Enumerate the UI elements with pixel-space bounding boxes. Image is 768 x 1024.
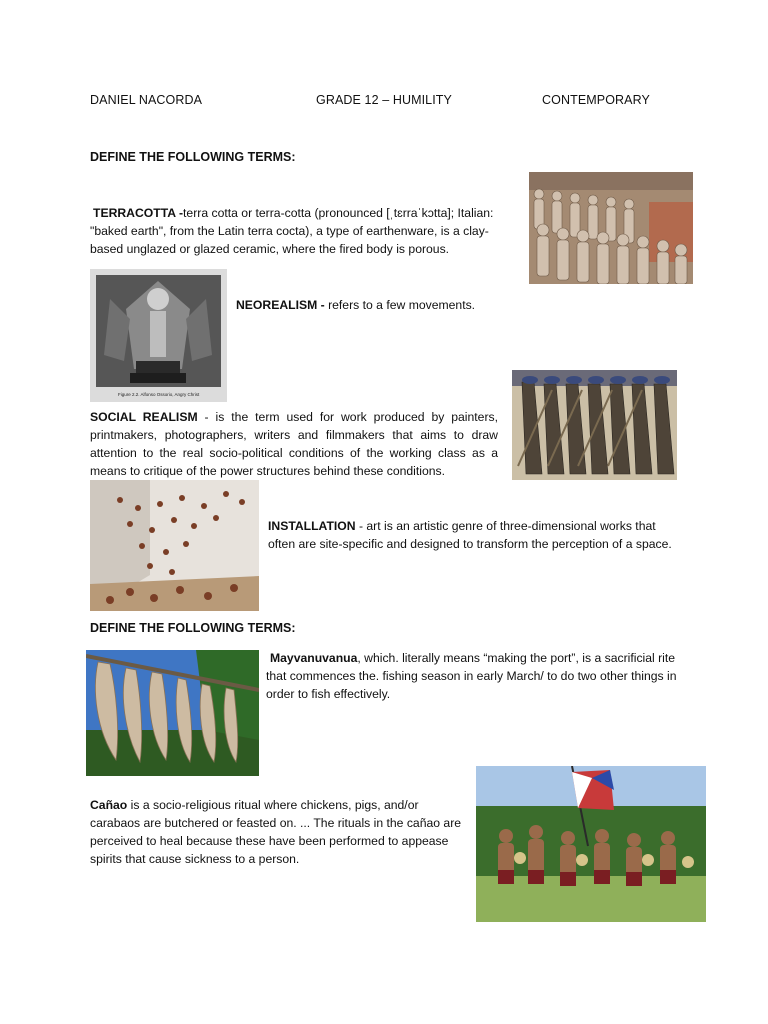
installation-art-image bbox=[90, 480, 259, 611]
terracotta-definition bbox=[90, 204, 518, 258]
terracotta-army-photo bbox=[529, 172, 693, 284]
term-installation: INSTALLATION bbox=[268, 519, 356, 533]
grade-section: GRADE 12 – HUMILITY bbox=[316, 93, 452, 107]
angry-christ-mural-image bbox=[90, 269, 227, 402]
terracotta-text: terra cotta or terra-cotta (pronounced [ˌtɛrraˈkɔtta]; Italian: "baked earth", from the Latin terra cocta), a type of earthenware, is a clay-based unglazed or glazed ceramic, where the fired body is porous. bbox=[90, 206, 494, 256]
neorealism-definition bbox=[236, 296, 536, 314]
social-realism-definition bbox=[90, 408, 498, 480]
term-mayvanuvanua: Mayvanuvanua bbox=[270, 651, 358, 665]
installation-definition bbox=[268, 517, 680, 553]
canao-ritual-photo bbox=[476, 766, 706, 922]
subject-name: CONTEMPORARY bbox=[542, 93, 650, 107]
canao-text: is a socio-religious ritual where chickens, pigs, and/or carabaos are butchered or feasted on. ... The rituals in the cañao are perceived to heal because these have been performed to appease spirits that cause sickness to a person. bbox=[90, 798, 462, 866]
figure-caption: Figure 2.2. Alfonso Ossorio, Angry Christ bbox=[118, 392, 200, 397]
section-heading-1: DEFINE THE FOLLOWING TERMS: bbox=[90, 150, 296, 164]
social-realism-painting-image bbox=[512, 370, 677, 480]
mayvanuvanua-definition bbox=[266, 649, 678, 703]
term-canao: Cañao bbox=[90, 798, 128, 812]
neorealism-text: refers to a few movements. bbox=[324, 298, 476, 312]
installation-text: - art is an artistic genre of three-dimensional works that often are site-specific and designed to transform the perception of a space. bbox=[268, 519, 672, 551]
mayvanuvanua-text: , which. literally means “making the port”, is a sacrificial rite that commences the. fishing season in early March/ to do two other things in order to fish effectively. bbox=[266, 651, 677, 701]
term-terracotta-separator: - bbox=[175, 206, 184, 220]
section-heading-2: DEFINE THE FOLLOWING TERMS: bbox=[90, 621, 296, 635]
social-realism-text: - is the term used for work produced by painters, printmakers, photographers, writers and filmmakers that aims to draw attention to the real socio-political conditions of the working class as a means to critique of the power structures behind these conditions. bbox=[90, 410, 498, 478]
drying-fish-image bbox=[86, 650, 259, 776]
term-terracotta: TERRACOTTA bbox=[93, 206, 176, 220]
term-neorealism: NEOREALISM - bbox=[236, 298, 325, 312]
student-name: DANIEL NACORDA bbox=[90, 93, 203, 107]
canao-definition bbox=[90, 796, 470, 868]
term-social-realism: SOCIAL REALISM bbox=[90, 410, 198, 424]
